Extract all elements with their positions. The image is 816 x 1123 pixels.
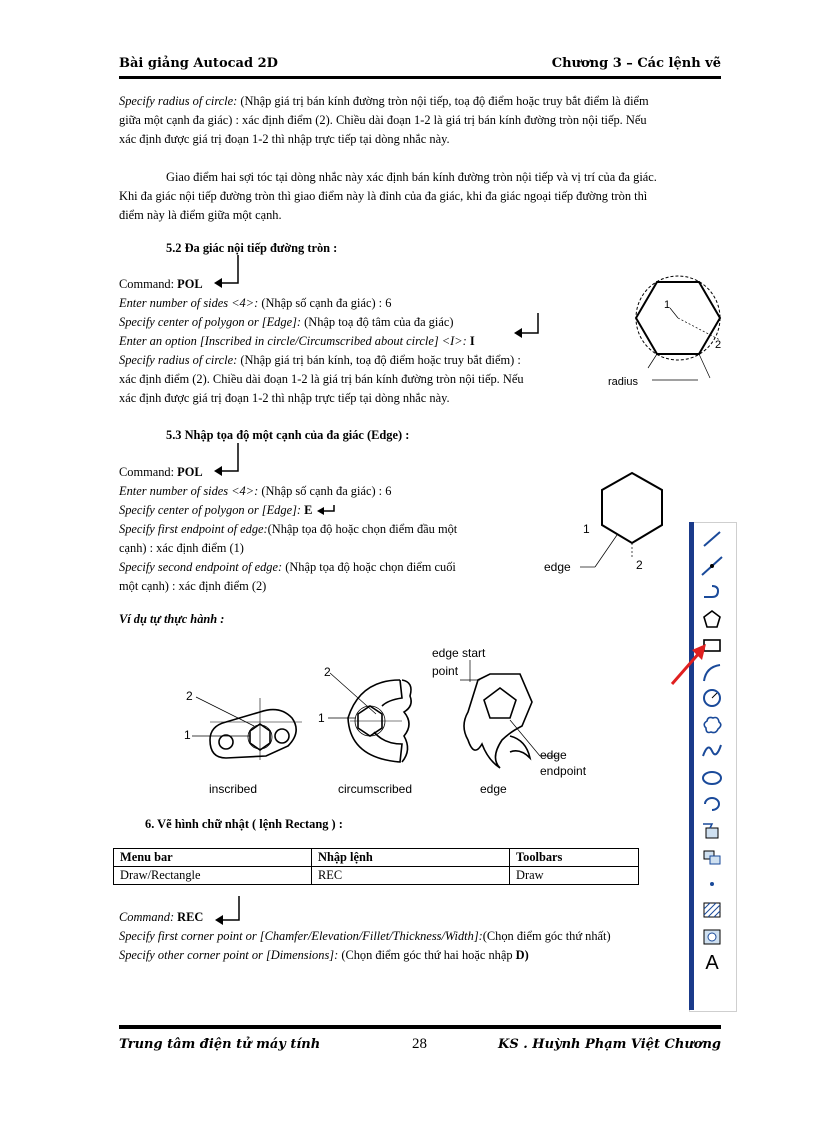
circle-icon[interactable] bbox=[699, 687, 725, 709]
section-5-2-line-3: Enter an option [Inscribed in circle/Circumscribed about circle] <I>: I bbox=[119, 334, 475, 348]
section-5-3-line-6: một cạnh) : xác định điểm (2) bbox=[119, 579, 267, 593]
section-5-2-line-6: xác định được giá trị đoạn 1-2 thì nhập trực tiếp tại dòng nhắc này. bbox=[119, 391, 450, 405]
svg-text:1: 1 bbox=[583, 522, 590, 536]
header-rule bbox=[119, 76, 721, 79]
intro-line-3: xác định được giá trị đoạn 1-2 thì nhập trực tiếp tại dòng nhắc này. bbox=[119, 132, 450, 146]
svg-text:point: point bbox=[432, 664, 459, 678]
hatch-icon[interactable] bbox=[699, 899, 725, 921]
svg-text:edge: edge bbox=[544, 560, 571, 574]
svg-text:2: 2 bbox=[636, 558, 643, 572]
svg-text:1: 1 bbox=[664, 299, 671, 311]
para2-line-2: Khi đa giác nội tiếp đường tròn thì giao điểm này là đỉnh của đa giác, khi đa giác ngoại tiếp đường tròn thì bbox=[119, 189, 648, 203]
svg-text:circumscribed: circumscribed bbox=[338, 782, 413, 796]
svg-text:1: 1 bbox=[184, 728, 191, 742]
point-icon[interactable] bbox=[699, 873, 725, 895]
enter-arrow-icon bbox=[213, 894, 245, 930]
table-row bbox=[114, 867, 639, 885]
line-icon[interactable] bbox=[699, 528, 725, 550]
section-5-3-title: 5.3 Nhập tọa độ một cạnh của đa giác (Edge) : bbox=[166, 428, 410, 442]
footer-right: KS . Huỳnh Phạm Việt Chương bbox=[498, 1037, 721, 1052]
section-5-3-line-3: Specify first endpoint of edge:(Nhập tọa độ hoặc chọn điểm đầu một bbox=[119, 522, 458, 536]
section-5-2-line-1: Enter number of sides <4>: (Nhập số cạnh đa giác) : 6 bbox=[119, 296, 392, 310]
para2-line-1: Giao điểm hai sợi tóc tại dòng nhắc này xác định bán kính đường tròn nội tiếp và vị trí của đa giác. bbox=[166, 170, 657, 184]
polyline-icon[interactable] bbox=[699, 581, 725, 603]
table-header-row bbox=[114, 849, 639, 867]
enter-arrow-icon bbox=[212, 441, 244, 481]
footer-left: Trung tâm điện tử máy tính bbox=[119, 1037, 321, 1052]
section-5-2-title: 5.2 Đa giác nội tiếp đường tròn : bbox=[166, 241, 338, 255]
table-cell: REC bbox=[312, 867, 510, 885]
svg-text:radius: radius bbox=[608, 376, 638, 388]
red-pointer-arrow bbox=[668, 640, 712, 688]
spline-icon[interactable] bbox=[699, 740, 725, 762]
svg-text:2: 2 bbox=[324, 665, 331, 679]
region-icon[interactable] bbox=[699, 926, 725, 948]
inscribed-polygon-figure bbox=[600, 268, 730, 398]
section-5-3-line-2: Specify center of polygon or [Edge]: E bbox=[119, 503, 340, 518]
example-title: Ví dụ tự thực hành : bbox=[119, 612, 225, 626]
table-header-cell: Menu bar bbox=[114, 849, 312, 867]
svg-text:edge start: edge start bbox=[432, 646, 486, 660]
header-left: Bài giảng Autocad 2D bbox=[119, 56, 278, 71]
section-5-2-line-5: xác định điểm (2). Chiều dài đoạn 1-2 là giá trị bán kính đường tròn nội tiếp. Nếu bbox=[119, 372, 524, 386]
rectang-command-table bbox=[113, 848, 639, 885]
table-cell: Draw/Rectangle bbox=[114, 867, 312, 885]
polygon-icon[interactable] bbox=[699, 608, 725, 630]
svg-text:1: 1 bbox=[318, 711, 325, 725]
section-6-line-2: Specify other corner point or [Dimensions]: (Chọn điểm góc thứ hai hoặc nhập D) bbox=[119, 948, 529, 962]
footer-rule bbox=[119, 1025, 721, 1029]
svg-text:2: 2 bbox=[186, 689, 193, 703]
section-5-2-line-2: Specify center of polygon or [Edge]: (Nhập toạ độ tâm của đa giác) bbox=[119, 315, 454, 329]
table-header-cell: Toolbars bbox=[510, 849, 639, 867]
intro-line-1: Specify radius of circle: (Nhập giá trị bán kính đường tròn nội tiếp, toạ độ điểm hoặc truy bắt điểm là điểm bbox=[119, 94, 649, 108]
inscribed-example bbox=[210, 710, 296, 758]
svg-text:endpoint: endpoint bbox=[540, 764, 587, 778]
edge-example bbox=[464, 674, 532, 768]
insert-block-icon[interactable] bbox=[699, 820, 725, 842]
section-6-command: Command: REC bbox=[119, 910, 204, 924]
intro-line-2: giữa một cạnh đa giác) : xác định điểm (2). Chiều dài đoạn 1-2 là giá trị bán kính đường tròn nội tiếp. Nếu bbox=[119, 113, 647, 127]
svg-text:edge: edge bbox=[540, 748, 567, 762]
section-5-2-command: Command: POL bbox=[119, 277, 203, 291]
make-block-icon[interactable] bbox=[699, 846, 725, 868]
para2-line-3: điểm này là điểm giữa một cạnh. bbox=[119, 208, 282, 222]
enter-arrow-icon bbox=[212, 253, 244, 293]
svg-text:inscribed: inscribed bbox=[209, 782, 258, 796]
svg-text:edge: edge bbox=[480, 782, 507, 796]
section-6-title: 6. Vẽ hình chữ nhật ( lệnh Rectang ) : bbox=[145, 817, 343, 831]
practice-examples-figure bbox=[170, 640, 610, 800]
section-5-3-line-1: Enter number of sides <4>: (Nhập số cạnh đa giác) : 6 bbox=[119, 484, 392, 498]
ellipse-arc-icon[interactable] bbox=[699, 793, 725, 815]
section-6-line-1: Specify first corner point or [Chamfer/Elevation/Fillet/Thickness/Width]:(Chọn điểm góc thứ nhất) bbox=[119, 929, 611, 943]
section-5-3-command: Command: POL bbox=[119, 465, 203, 479]
edge-polygon-figure bbox=[540, 465, 680, 580]
page-number: 28 bbox=[412, 1036, 427, 1052]
toolbar-title-strip bbox=[689, 522, 694, 1010]
table-cell: Draw bbox=[510, 867, 639, 885]
section-5-3-line-4: cạnh) : xác định điểm (1) bbox=[119, 541, 244, 555]
construction-line-icon[interactable] bbox=[699, 555, 725, 577]
svg-text:2: 2 bbox=[715, 339, 722, 351]
multiline-text-icon[interactable]: A bbox=[705, 951, 719, 974]
header-right: Chương 3 – Các lệnh vẽ bbox=[551, 56, 721, 71]
section-5-3-line-5: Specify second endpoint of edge: (Nhập tọa độ hoặc chọn điểm cuối bbox=[119, 560, 456, 574]
revision-cloud-icon[interactable] bbox=[699, 714, 725, 736]
ellipse-icon[interactable] bbox=[699, 767, 725, 789]
section-5-2-line-4: Specify radius of circle: (Nhập giá trị bán kính, toạ độ điểm hoặc truy bắt điểm) : bbox=[119, 353, 521, 367]
table-header-cell: Nhập lệnh bbox=[312, 849, 510, 867]
enter-arrow-icon bbox=[512, 311, 544, 341]
